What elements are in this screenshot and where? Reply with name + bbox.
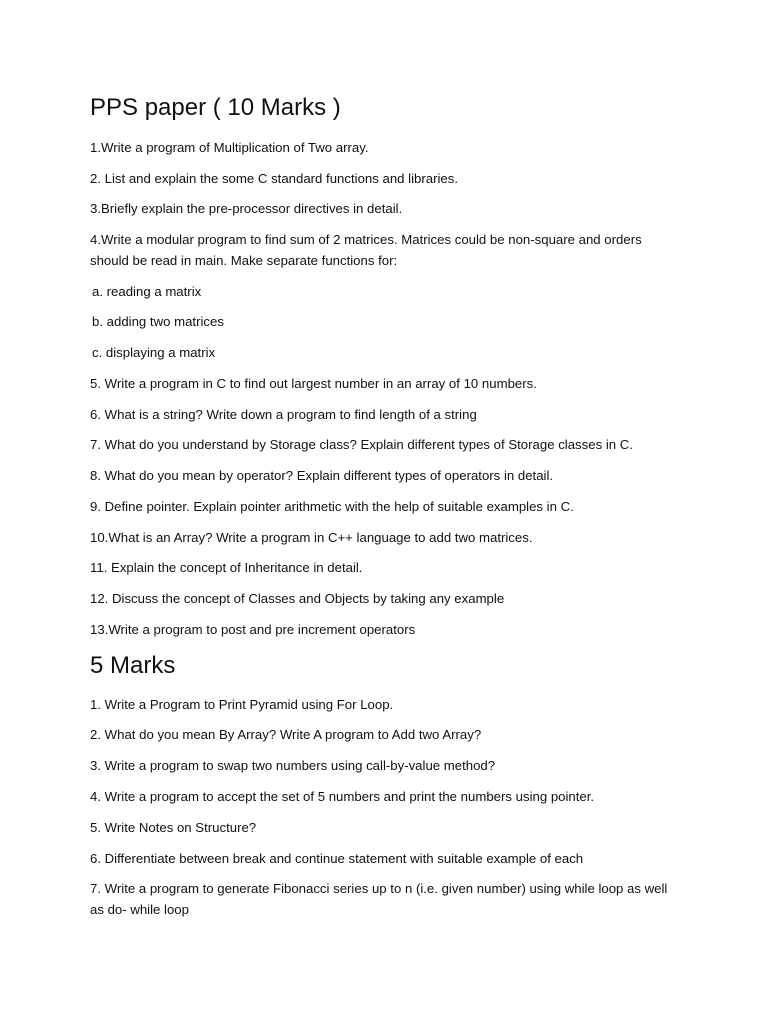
question-5m-2: 2. What do you mean By Array? Write A program to Add two Array? xyxy=(90,727,482,742)
question-10m-6: 6. What is a string? Write down a program to find length of a string xyxy=(90,407,477,422)
question-10m-2: 2. List and explain the some C standard functions and libraries. xyxy=(90,171,458,186)
question-5m-7: 7. Write a program to generate Fibonacci series up to n (i.e. given number) using while loop as well as do- while loop xyxy=(90,881,668,917)
question-10m-11: 11. Explain the concept of Inheritance in detail. xyxy=(90,560,363,575)
question-5m-3: 3. Write a program to swap two numbers using call-by-value method? xyxy=(90,758,496,773)
question-10m-4a: a. reading a matrix xyxy=(92,284,202,299)
question-10m-4b: b. adding two matrices xyxy=(92,314,224,329)
section-title-10-marks: PPS paper ( 10 Marks ) xyxy=(90,94,341,121)
question-10m-4: 4.Write a modular program to find sum of 2 matrices. Matrices could be non-square and orders should be read in main. Make separate functions for: xyxy=(90,232,642,268)
document-page xyxy=(90,0,680,1024)
question-5m-4: 4. Write a program to accept the set of 5 numbers and print the numbers using pointer. xyxy=(90,789,595,804)
question-10m-5: 5. Write a program in C to find out largest number in an array of 10 numbers. xyxy=(90,376,537,391)
question-10m-7: 7. What do you understand by Storage class? Explain different types of Storage classes in C. xyxy=(90,437,633,452)
question-5m-1: 1. Write a Program to Print Pyramid using For Loop. xyxy=(90,697,394,712)
question-10m-1: 1.Write a program of Multiplication of Two array. xyxy=(90,140,369,155)
question-10m-8: 8. What do you mean by operator? Explain different types of operators in detail. xyxy=(90,468,554,483)
question-10m-4c: c. displaying a matrix xyxy=(92,345,216,360)
question-10m-12: 12. Discuss the concept of Classes and Objects by taking any example xyxy=(90,591,505,606)
question-5m-5: 5. Write Notes on Structure? xyxy=(90,820,257,835)
question-10m-9: 9. Define pointer. Explain pointer arithmetic with the help of suitable examples in C. xyxy=(90,499,574,514)
section-title-5-marks: 5 Marks xyxy=(90,652,176,679)
question-10m-10: 10.What is an Array? Write a program in C++ language to add two matrices. xyxy=(90,530,533,545)
question-5m-6: 6. Differentiate between break and continue statement with suitable example of each xyxy=(90,851,584,866)
question-10m-13: 13.Write a program to post and pre increment operators xyxy=(90,622,416,637)
question-10m-3: 3.Briefly explain the pre-processor directives in detail. xyxy=(90,201,403,216)
